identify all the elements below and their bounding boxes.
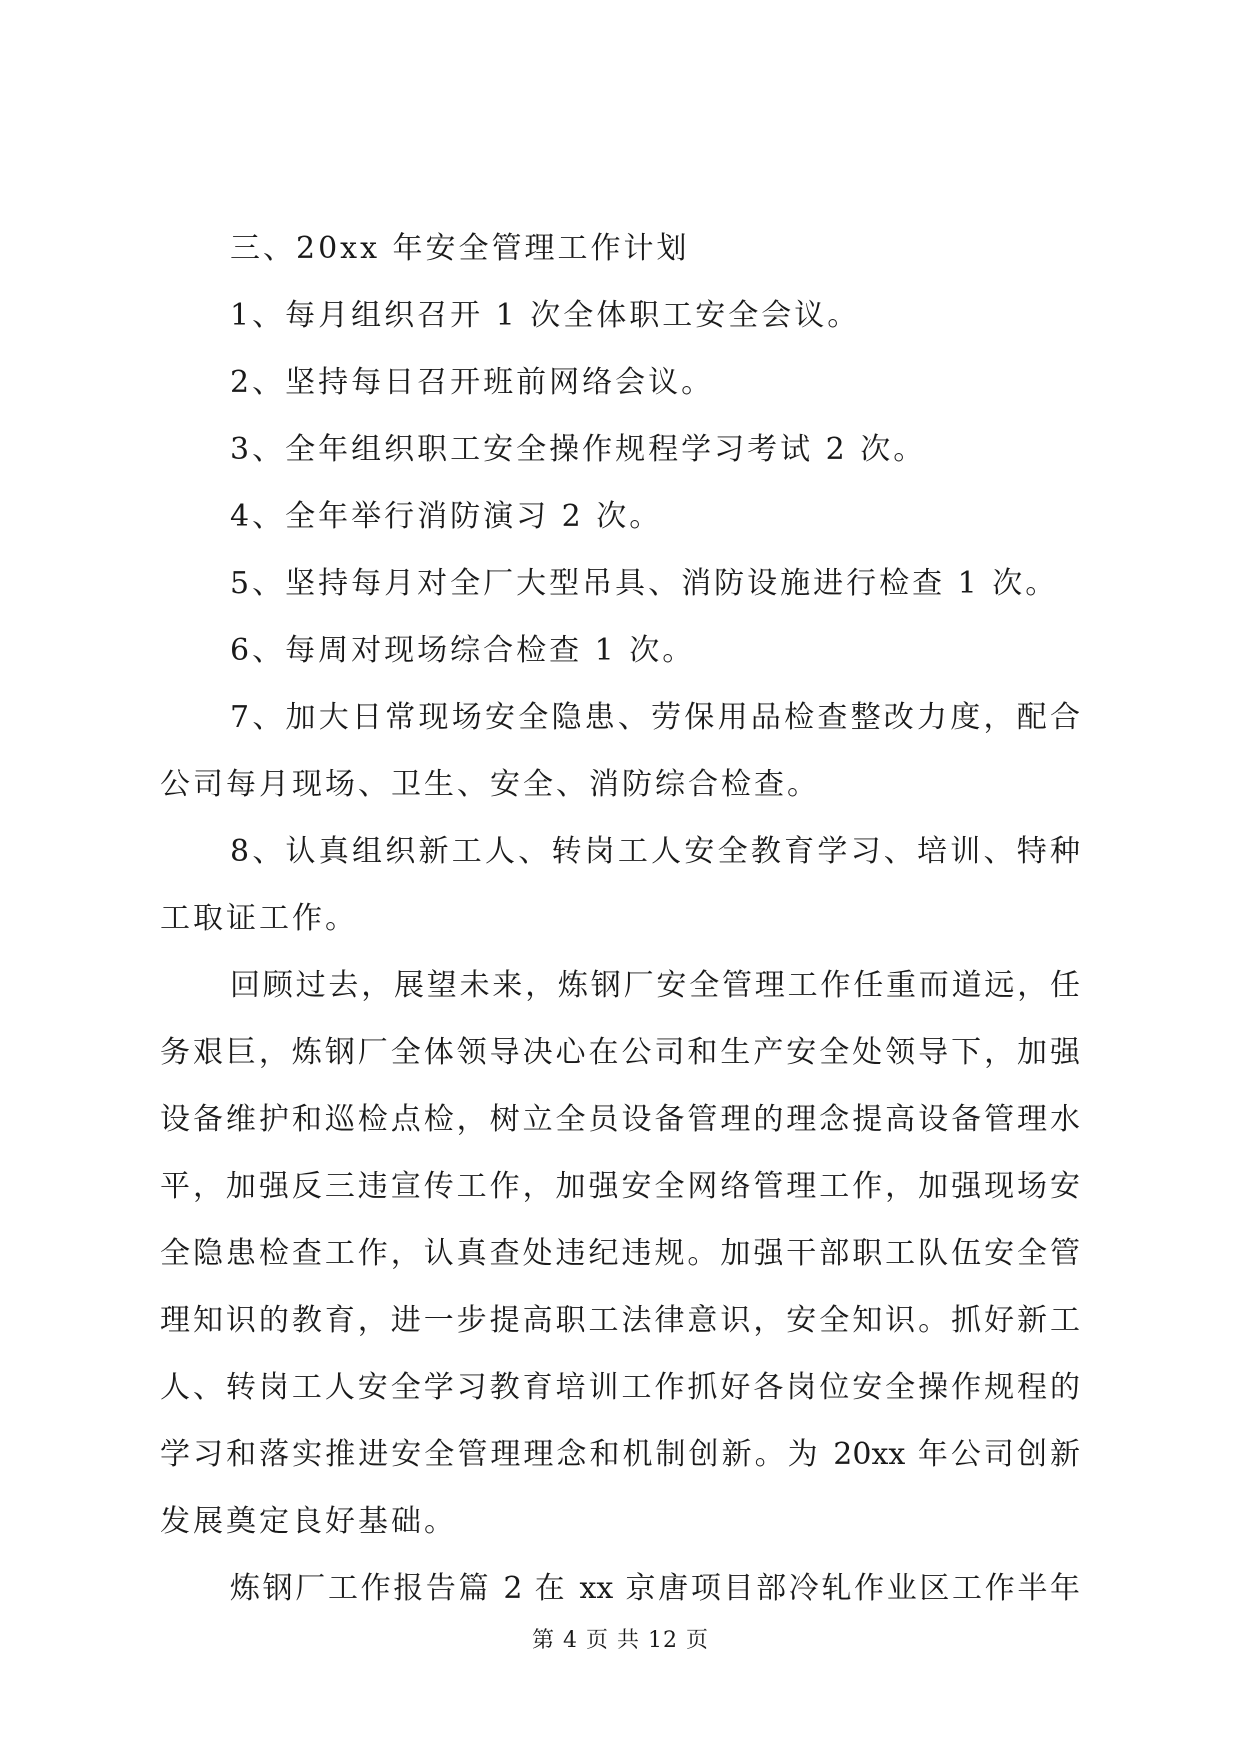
summary-paragraph-line: 务艰巨，炼钢厂全体领导决心在公司和生产安全处领导下，加强: [160, 1035, 1080, 1070]
section-heading: 三、20xx 年安全管理工作计划: [230, 231, 690, 266]
page-number-footer: 第 4 页 共 12 页: [532, 1628, 709, 1653]
summary-paragraph-line: 平，加强反三违宣传工作，加强安全网络管理工作，加强现场安: [160, 1169, 1080, 1204]
summary-paragraph-line: 发展奠定良好基础。: [160, 1504, 457, 1539]
summary-paragraph-line: 全隐患检查工作，认真查处违纪违规。加强干部职工队伍安全管: [160, 1236, 1080, 1271]
plan-item-6: 6、每周对现场综合检查 1 次。: [230, 633, 696, 668]
plan-item-5: 5、坚持每月对全厂大型吊具、消防设施进行检查 1 次。: [230, 566, 1059, 601]
summary-paragraph-line: 人、转岗工人安全学习教育培训工作抓好各岗位安全操作规程的: [160, 1370, 1080, 1405]
plan-item-3: 3、全年组织职工安全操作规程学习考试 2 次。: [230, 432, 927, 467]
summary-paragraph-line: 回顾过去，展望未来，炼钢厂安全管理工作任重而道远，任: [230, 968, 1080, 1003]
plan-item-7-line-1: 7、加大日常现场安全隐患、劳保用品检查整改力度，配合: [230, 700, 1080, 735]
summary-paragraph-line: 理知识的教育，进一步提高职工法律意识，安全知识。抓好新工: [160, 1303, 1080, 1338]
plan-item-2: 2、坚持每日召开班前网络会议。: [230, 365, 715, 400]
plan-item-8-line-2: 工取证工作。: [160, 901, 358, 936]
plan-item-7-line-2: 公司每月现场、卫生、安全、消防综合检查。: [160, 767, 820, 802]
plan-item-8-line-1: 8、认真组织新工人、转岗工人安全教育学习、培训、特种: [230, 834, 1080, 869]
next-report-line: 炼钢厂工作报告篇 2 在 xx 京唐项目部冷轧作业区工作半年: [230, 1571, 1080, 1606]
plan-item-1: 1、每月组织召开 1 次全体职工安全会议。: [230, 298, 861, 333]
plan-item-4: 4、全年举行消防演习 2 次。: [230, 499, 663, 534]
summary-paragraph-line: 设备维护和巡检点检，树立全员设备管理的理念提高设备管理水: [160, 1102, 1080, 1137]
summary-paragraph-line: 学习和落实推进安全管理理念和机制创新。为 20xx 年公司创新: [160, 1437, 1080, 1472]
document-body: [160, 230, 1080, 1637]
